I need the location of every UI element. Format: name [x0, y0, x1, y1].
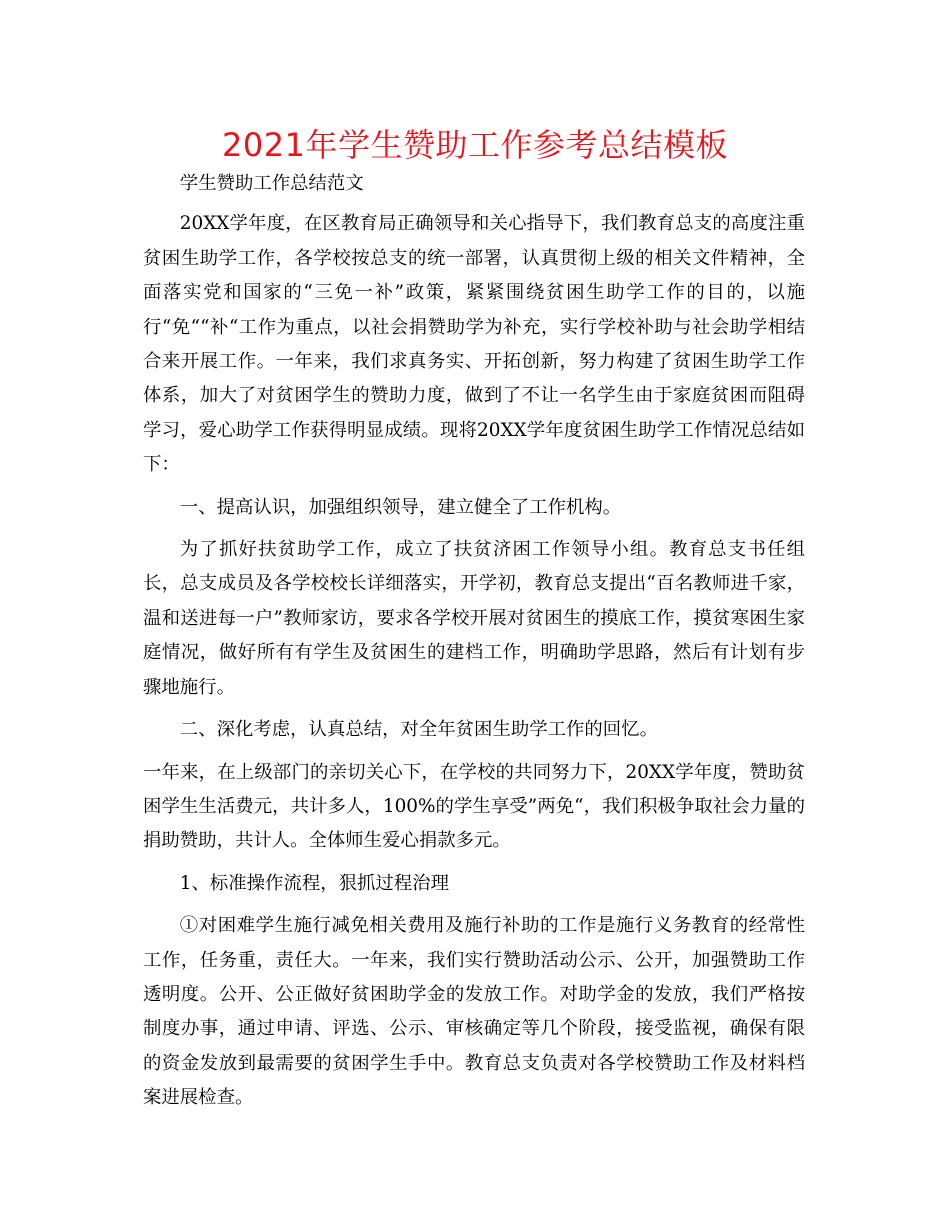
subtitle-paragraph: 学生赞助工作总结范文	[179, 173, 364, 194]
section-heading-1: 一、提高认识，加强组织领导，建立健全了工作机构。	[179, 496, 622, 518]
section-1-paragraph: 为了抓好扶贫助学工作，成立了扶贫济困工作领导小组。教育总支书任组长，总支成员及各学校校长详细落实，开学初，教育总支提出“百名教师进千家，温和送进每一户”教师家访，要求各学校开展对贫困生的摸底工作，摸贫寒困生家庭情况，做好所有有学生及贫困生的建档工作，明确助学思路，然后有计划有步骤地施行。	[143, 539, 805, 698]
document-body	[143, 167, 805, 1116]
subsection-heading-1: 1、标准操作流程，狠抓过程治理	[179, 872, 449, 894]
document-title: 2021年学生赞助工作参考总结模板	[222, 126, 728, 164]
section-heading-2: 二、深化考虑，认真总结，对全年贫困生助学工作的回忆。	[179, 719, 658, 741]
subsection-1-paragraph: ①对困难学生施行减免相关费用及施行补助的工作是施行义务教育的经常性工作，任务重，责任大。一年来，我们实行赞助活动公示、公开，加强赞助工作透明度。公开、公正做好贫困助学金的发放工作。对助学金的发放，我们严格按制度办事，通过申请、评选、公示、审核确定等几个阶段，接受监视，确保有限的资金发放到最需要的贫困学生手中。教育总支负责对各学校赞助工作及材料档案进展检查。	[143, 915, 805, 1109]
section-2-paragraph: 一年来，在上级部门的亲切关心下，在学校的共同努力下，20XX学年度，赞助贫困学生生活费元，共计多人，100%的学生享受”两免“，我们积极争取社会力量的捐助赞助，共计人。全体师生爱心捐款多元。	[143, 761, 805, 852]
intro-paragraph: 20XX学年度，在区教育局正确领导和关心指导下，我们教育总支的高度注重贫困生助学工作，各学校按总支的统一部署，认真贯彻上级的相关文件精神，全面落实党和国家的“三免一补”政策，紧紧围绕贫困生助学工作的目的，以施行“免““补“工作为重点，以社会捐赞助学为补充，实行学校补助与社会助学相结合来开展工作。一年来，我们求真务实、开拓创新，努力构建了贫困生助学工作体系，加大了对贫困学生的赞助力度，做到了不让一名学生由于家庭贫困而阻碍学习，爱心助学工作获得明显成绩。现将20XX学年度贫困生助学工作情况总结如下：	[143, 213, 805, 476]
